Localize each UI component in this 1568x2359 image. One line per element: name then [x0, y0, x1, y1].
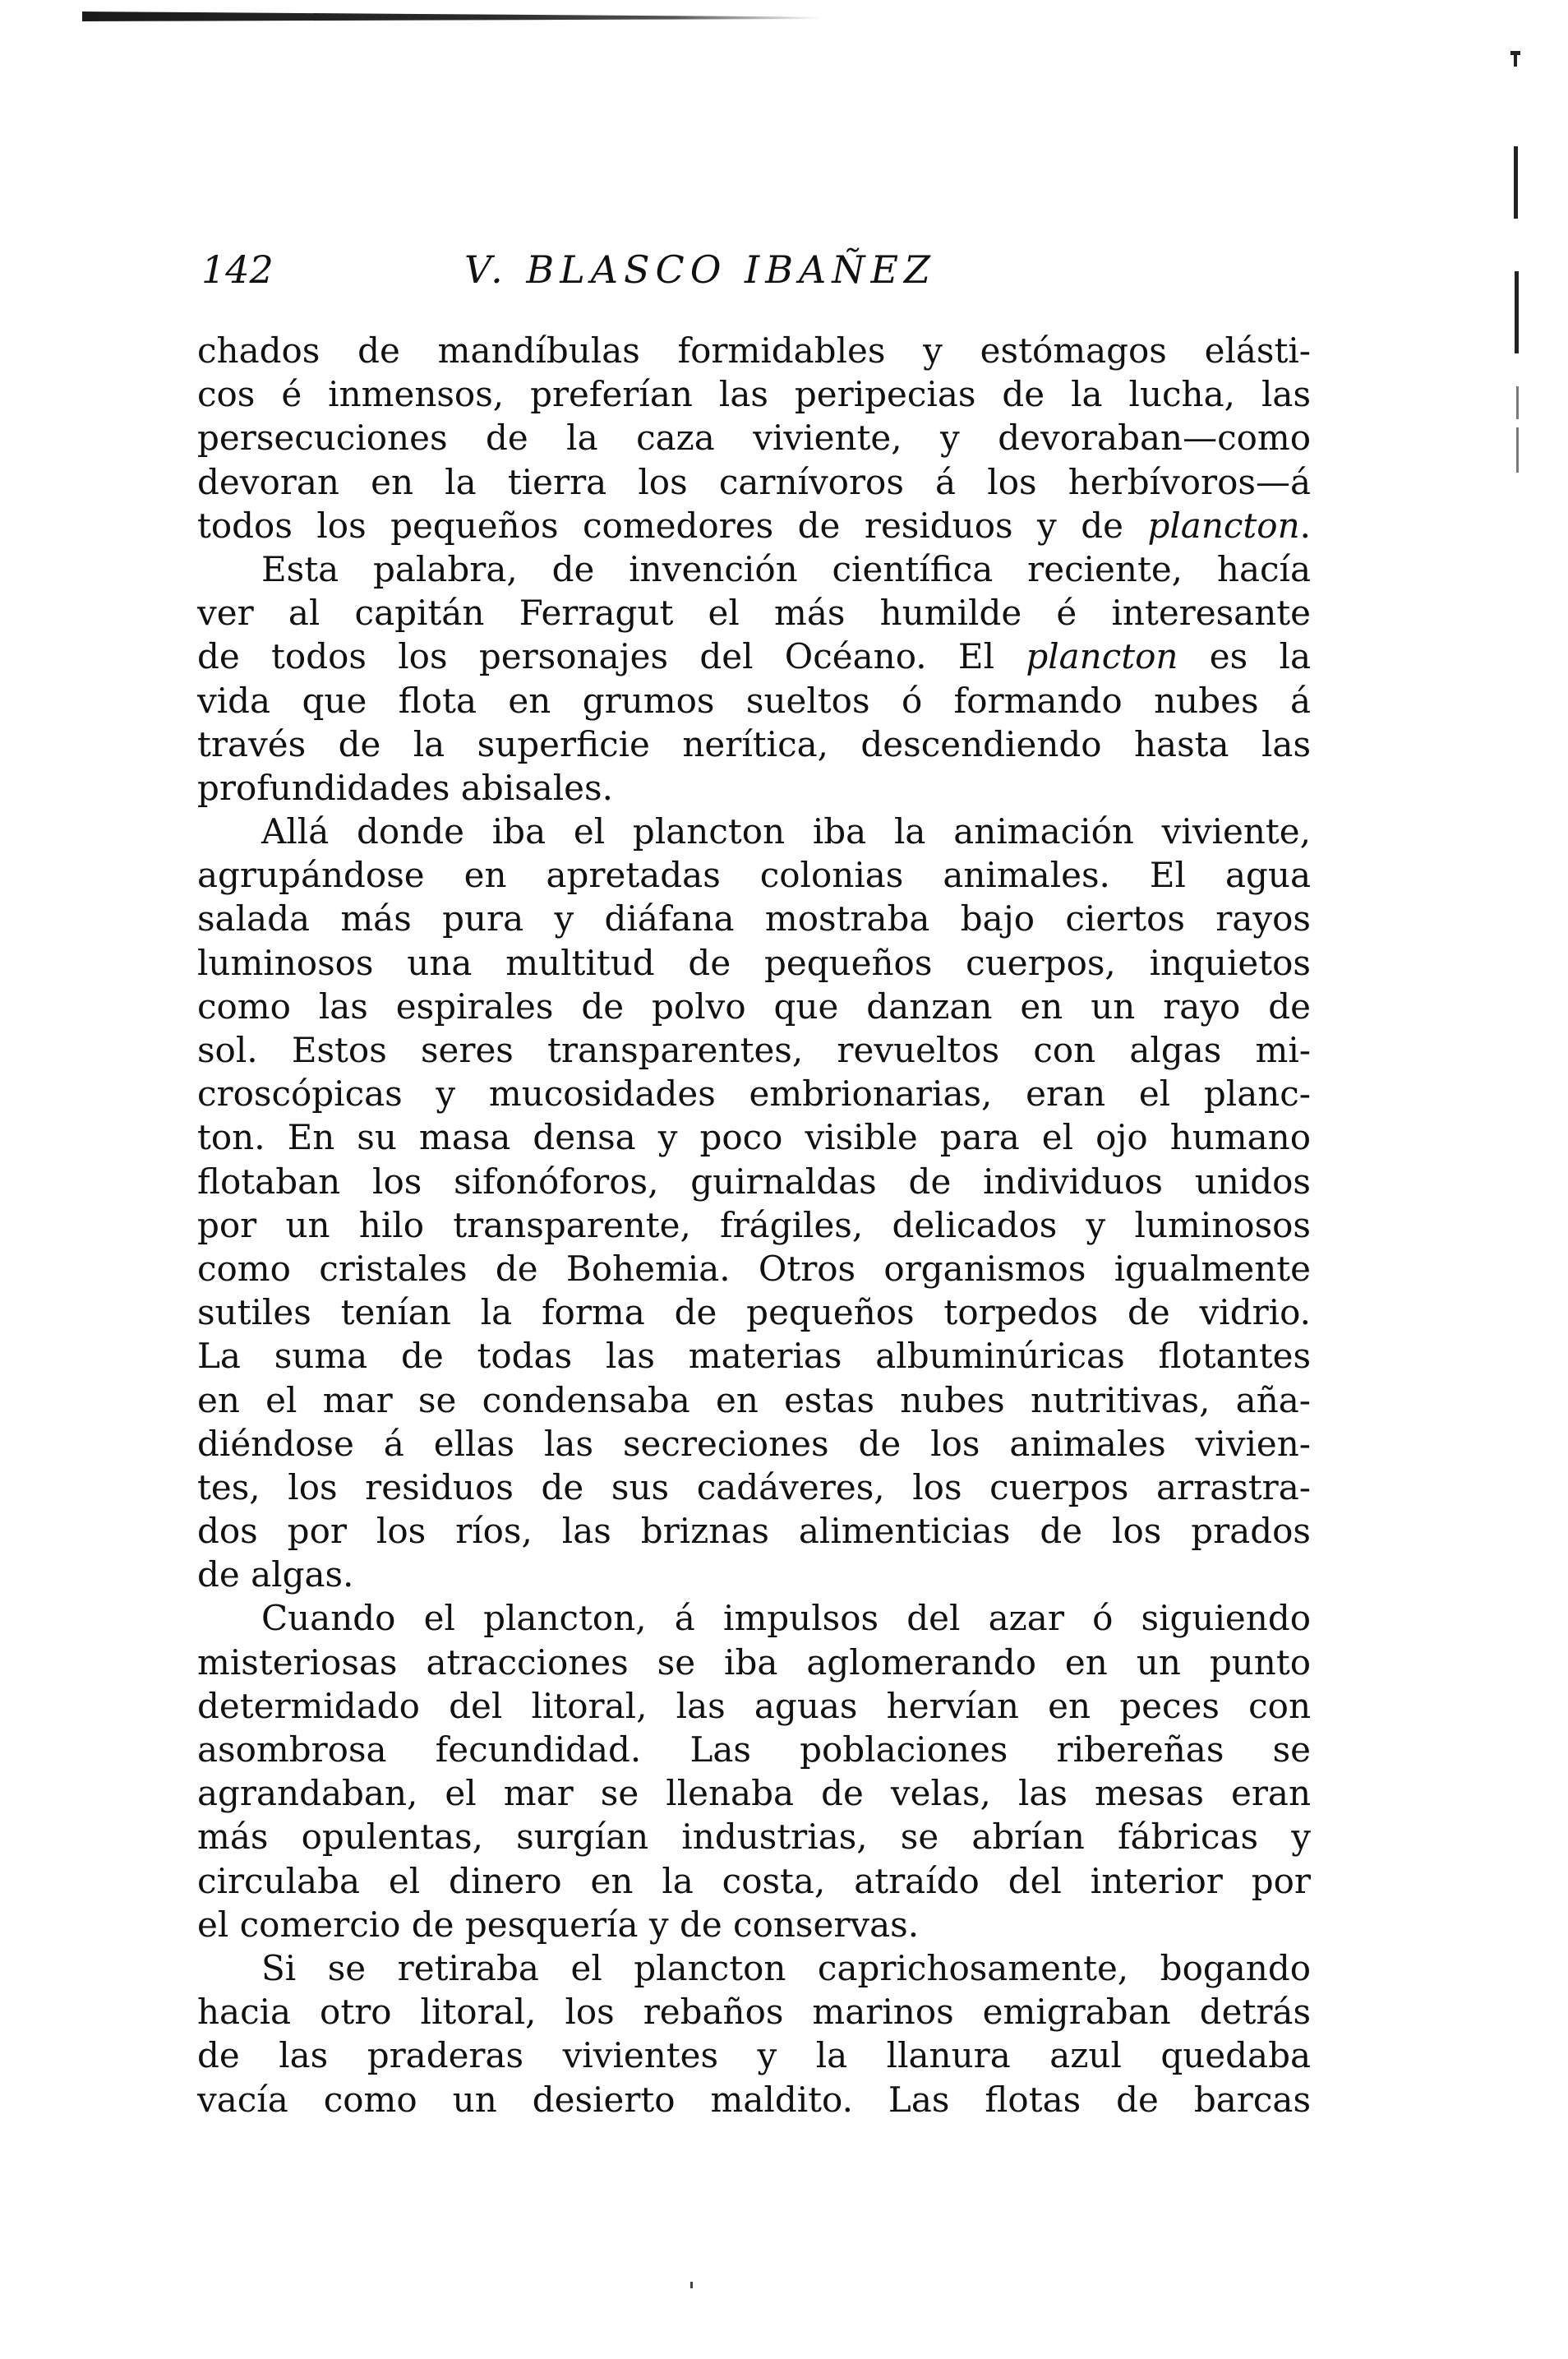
text-line: luminosos una multitud de pequeños cuerpos, inquietos [197, 942, 1311, 983]
text-line: Esta palabra, de invención científica reciente, hacía [261, 548, 1311, 589]
text-line [197, 635, 1311, 678]
text-line: Cuando el plancton, á impulsos del azar ó siguiendo [261, 1598, 1311, 1639]
text-segment: es la [1178, 636, 1311, 677]
text-line: dos por los ríos, las briznas alimenticias de los prados [197, 1511, 1311, 1552]
italic-term: plancton [1026, 636, 1178, 677]
text-line: como cristales de Bohemia. Otros organismos igualmente [197, 1248, 1311, 1289]
header-author: V. BLASCO IBAÑEZ [464, 247, 937, 292]
text-line: agrupándose en apretadas colonias animales. El agua [197, 855, 1311, 896]
italic-term: plancton [1147, 505, 1300, 546]
text-line: sutiles tenían la forma de pequeños torpedos de vidrio. [197, 1292, 1311, 1333]
text-line [197, 504, 1311, 547]
text-line: en el mar se condensaba en estas nubes nutritivas, aña- [197, 1379, 1311, 1420]
body-text [197, 329, 1311, 2121]
text-line: Si se retiraba el plancton caprichosamente, bogando [261, 1947, 1311, 1988]
text-line: diéndose á ellas las secreciones de los animales vivien- [197, 1423, 1311, 1464]
text-line: tes, los residuos de sus cadáveres, los cuerpos arrastra- [197, 1466, 1311, 1507]
running-head [201, 237, 1352, 302]
text-line: de las praderas vivientes y la llanura azul quedaba [197, 2035, 1311, 2076]
text-line: sol. Estos seres transparentes, revueltos con algas mi- [197, 1030, 1311, 1070]
edge-mark-2 [1514, 55, 1517, 67]
text-segment: . [1299, 505, 1311, 546]
text-line: como las espirales de polvo que danzan en un rayo de [197, 986, 1311, 1027]
page-number: 142 [201, 247, 274, 292]
text-line: persecuciones de la caza viviente, y devoraban—como [197, 418, 1311, 459]
text-line: La suma de todas las materias albuminúricas flotantes [197, 1336, 1311, 1377]
text-line: través de la superficie nerítica, descendiendo hasta las [197, 723, 1311, 764]
text-line: asombrosa fecundidad. Las poblaciones ribereñas se [197, 1729, 1311, 1770]
text-line: circulaba el dinero en la costa, atraído del interior por [197, 1860, 1311, 1901]
text-line: agrandaban, el mar se llenaba de velas, las mesas eran [197, 1773, 1311, 1814]
scan-speck [690, 2282, 693, 2288]
text-segment: de todos los personajes del Océano. El [197, 636, 1026, 677]
edge-mark-5 [1516, 386, 1519, 419]
text-line: Allá donde iba el plancton iba la animación viviente, [261, 811, 1311, 852]
edge-mark-6 [1516, 427, 1519, 473]
edge-mark-4 [1515, 271, 1519, 353]
text-line: cos é inmensos, preferían las peripecias de la lucha, las [197, 374, 1311, 415]
edge-mark-3 [1514, 146, 1518, 219]
text-line: devoran en la tierra los carnívoros á los herbívoros—á [197, 461, 1311, 502]
text-line: determidado del litoral, las aguas hervían en peces con [197, 1685, 1311, 1726]
text-line: ton. En su masa densa y poco visible para el ojo humano [197, 1117, 1311, 1158]
text-line: vida que flota en grumos sueltos ó formando nubes á [197, 680, 1311, 721]
text-line: hacia otro litoral, los rebaños marinos emigraban detrás [197, 1992, 1311, 2033]
text-line: chados de mandíbulas formidables y estómagos elásti- [197, 330, 1311, 371]
text-line: misteriosas atracciones se iba aglomerando en un punto [197, 1641, 1311, 1683]
text-line: por un hilo transparente, frágiles, delicados y luminosos [197, 1204, 1311, 1245]
top-scan-rule [82, 12, 822, 21]
text-line: vacía como un desierto maldito. Las flotas de barcas [197, 2079, 1311, 2120]
text-line: de algas. [197, 1554, 354, 1595]
text-segment: todos los pequeños comedores de residuos y de [197, 505, 1148, 546]
text-line: el comercio de pesquería y de conservas. [197, 1904, 920, 1945]
text-line: croscópicas y mucosidades embrionarias, eran el planc- [197, 1073, 1311, 1115]
text-line: salada más pura y diáfana mostraba bajo ciertos rayos [197, 898, 1311, 939]
text-line: profundidades abisales. [197, 767, 613, 808]
text-line: flotaban los sifonóforos, guirnaldas de individuos unidos [197, 1161, 1311, 1202]
text-line: más opulentas, surgían industrias, se abrían fábricas y [197, 1817, 1311, 1858]
text-line: ver al capitán Ferragut el más humilde é interesante [197, 593, 1311, 634]
